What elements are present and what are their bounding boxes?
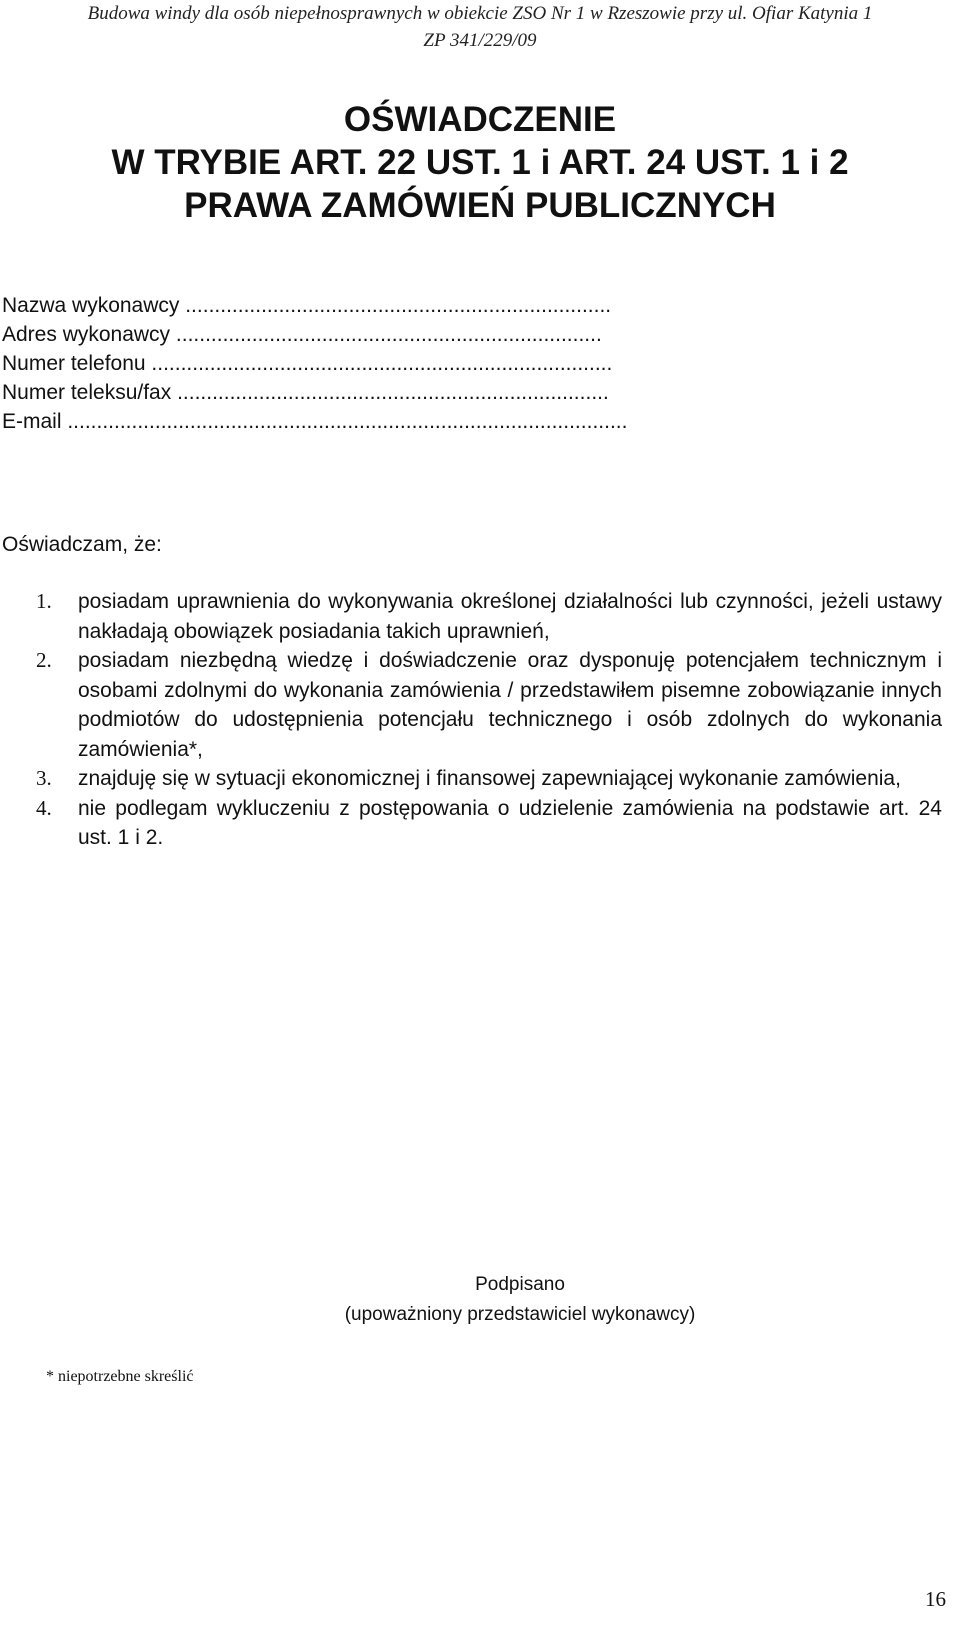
footnote: * niepotrzebne skreślić [46,1368,194,1385]
title-line-2: W TRYBIE ART. 22 UST. 1 i ART. 24 UST. 1 i 2 [111,143,849,182]
document-title [20,98,940,227]
title-line-3: PRAWA ZAMÓWIEŃ PUBLICZNYCH [184,186,776,225]
signature-block [200,1270,840,1330]
list-item [36,764,942,794]
title-line-1: OŚWIADCZENIE [343,100,617,139]
list-item [36,587,942,646]
declaration-intro: Oświadczam, że: [2,533,162,556]
contractor-fields [2,291,902,436]
list-item-number: 4. [36,795,52,820]
signature-label: Podpisano [475,1274,565,1295]
list-item-number: 2. [36,648,52,672]
declaration-list [36,587,942,853]
list-item-text: posiadam uprawnienia do wykonywania określonej działalności lub czynności, jeżeli ustawy nakładają obowiązek posiadania takich uprawnień, [78,590,942,643]
field-phone-number: Numer telefonu ............................................................................... [2,352,613,375]
signature-caption: (upoważniony przedstawiciel wykonawcy) [344,1304,696,1325]
list-item-text: posiadam niezbędną wiedzę i doświadczenie oraz dysponuję potencjałem technicznym i osobami zdolnymi do wykonania zamówienia / przedstawiłem pisemne zobowiązanie innych podmiotów do udostępnienia potencjału technicznego i osób zdolnych do wykonania zamówienia*, [78,649,942,761]
header-project-title: Budowa windy dla osób niepełnosprawnych w obiekcie ZSO Nr 1 w Rzeszowie przy ul. Ofiar Katynia 1 [87,3,873,24]
list-item [36,646,942,764]
list-item [36,794,942,853]
document-header [40,0,920,54]
field-contractor-name: Nazwa wykonawcy ......................................................................... [2,294,612,317]
list-item-number: 3. [36,766,52,790]
list-item-number: 1. [36,589,52,613]
list-item-text: znajduję się w sytuacji ekonomicznej i finansowej zapewniającej wykonanie zamówienia, [78,767,901,790]
list-item-text: nie podlegam wykluczeniu z postępowania o udzielenie zamówienia na podstawie art. 24 ust. 1 i 2. [78,796,942,849]
field-telex-fax: Numer teleksu/fax .......................................................................... [2,381,609,404]
field-email: E-mail ................................................................................................ [2,410,628,433]
header-reference-number: ZP 341/229/09 [423,30,537,51]
field-contractor-address: Adres wykonawcy ......................................................................... [2,323,602,346]
page-number: 16 [925,1587,946,1611]
